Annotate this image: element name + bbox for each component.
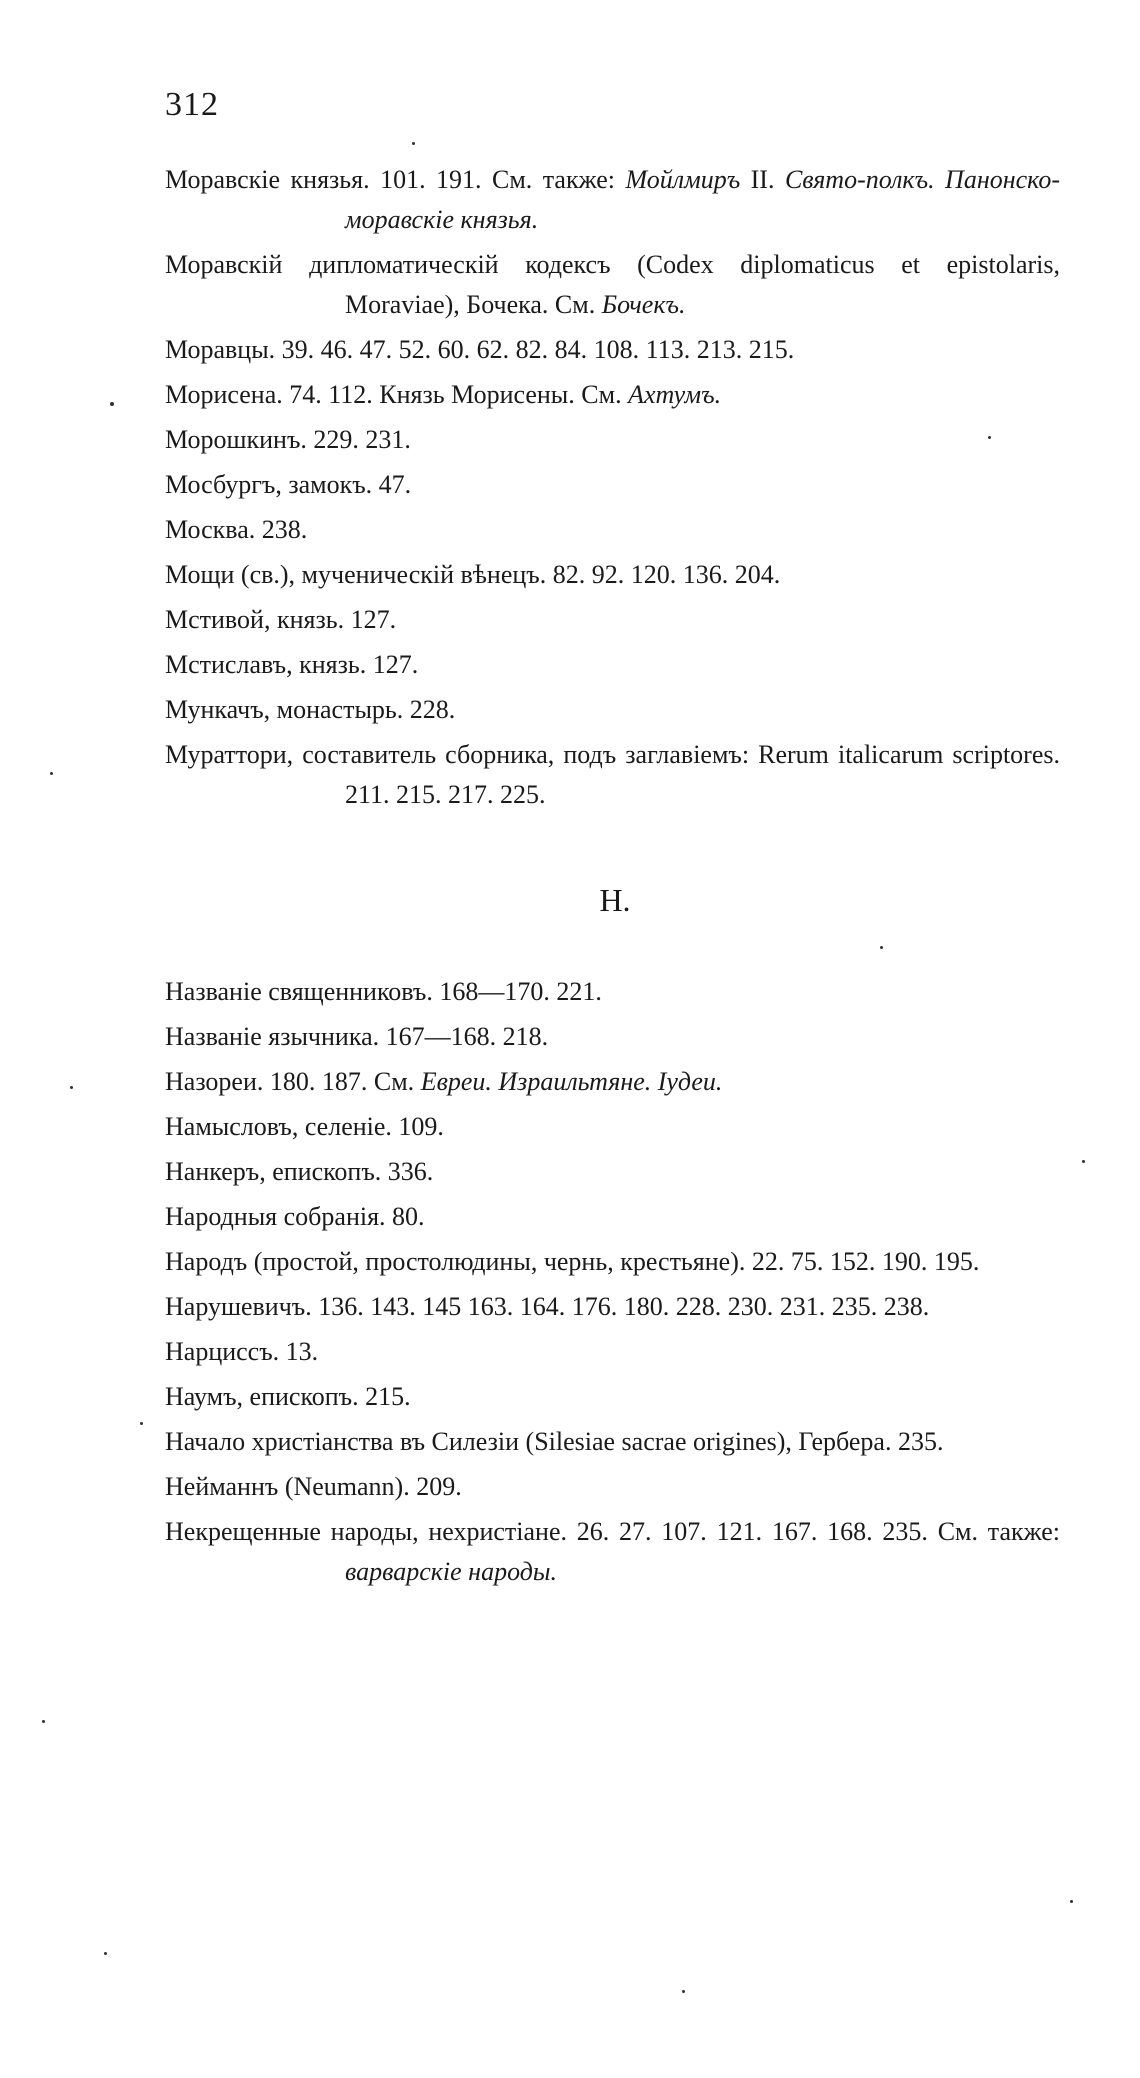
entry-text: Нарциссъ. 13. <box>165 1337 319 1366</box>
index-entry <box>165 510 1060 550</box>
entry-text: Названіе язычника. 167—168. 218. <box>165 1022 549 1051</box>
scan-speck <box>1082 1160 1085 1163</box>
entry-crossref: Бочекъ. <box>601 290 686 319</box>
index-entry <box>165 245 1060 325</box>
index-entry <box>165 1512 1060 1592</box>
entry-text: Мураттори, составитель сборника, подъ заглавіемъ: Rerum italicarum scriptores. 211. 215. 217. 225. <box>165 740 1060 809</box>
entry-text: Нарушевичъ. 136. 143. 145 163. 164. 176. 180. 228. 230. 231. 235. 238. <box>165 1292 930 1321</box>
index-entry <box>165 465 1060 505</box>
entry-text: Нанкеръ, епископъ. 336. <box>165 1157 434 1186</box>
index-entry <box>165 690 1060 730</box>
index-entry <box>165 600 1060 640</box>
scan-speck <box>70 1086 73 1089</box>
scan-speck <box>110 402 114 406</box>
index-entry <box>165 555 1060 595</box>
scan-speck <box>42 1720 45 1723</box>
entry-text: Моравцы. 39. 46. 47. 52. 60. 62. 82. 84. 108. 113. 213. 215. <box>165 335 795 364</box>
entry-crossref: Свято-полкъ. Панонско-моравскіе князья. <box>345 165 1060 234</box>
index-entry <box>165 330 1060 370</box>
entry-crossref: Ахтумъ. <box>628 380 722 409</box>
entry-text: Некрещенные народы, нехристіане. 26. 27. 107. 121. 167. 168. 235. См. также: <box>165 1517 1060 1546</box>
index-section-n <box>165 972 1060 1597</box>
scan-speck <box>412 142 415 145</box>
page-number: 312 <box>165 86 219 123</box>
section-letter-heading: Н. <box>599 882 631 918</box>
index-entry <box>165 972 1060 1012</box>
scan-speck <box>1070 1900 1073 1903</box>
scan-speck <box>104 1952 107 1955</box>
scan-speck <box>140 1422 143 1425</box>
index-entry <box>165 160 1060 240</box>
scan-speck <box>988 436 991 439</box>
entry-crossref: варварскіе народы. <box>345 1557 557 1586</box>
entry-text: Назореи. 180. 187. См. <box>165 1067 421 1096</box>
index-section-m <box>165 160 1060 820</box>
entry-text: Народъ (простой, простолюдины, чернь, крестьяне). 22. 75. 152. 190. 195. <box>165 1247 980 1276</box>
entry-crossref: Мойлмиръ <box>625 165 741 194</box>
entry-text: Мункачъ, монастырь. 228. <box>165 695 456 724</box>
index-entry <box>165 1152 1060 1192</box>
scan-speck <box>50 772 53 775</box>
index-entry <box>165 1017 1060 1057</box>
entry-text: Моравскіе князья. 101. 191. См. также: <box>165 165 626 194</box>
entry-text: Мстивой, князь. 127. <box>165 605 397 634</box>
scan-speck <box>682 1990 685 1993</box>
entry-text: Мстиславъ, князь. 127. <box>165 650 419 679</box>
index-entry <box>165 735 1060 815</box>
index-entry <box>165 1107 1060 1147</box>
entry-text: Народныя собранія. 80. <box>165 1202 425 1231</box>
entry-text: Мощи (св.), мученическій вѣнецъ. 82. 92. 120. 136. 204. <box>165 560 781 589</box>
entry-text: Мосбургъ, замокъ. 47. <box>165 470 412 499</box>
index-entry <box>165 1422 1060 1462</box>
entry-text: Наумъ, епископъ. 215. <box>165 1382 411 1411</box>
entry-text: Нейманнъ (Neumann). 209. <box>165 1472 462 1501</box>
index-entry <box>165 375 1060 415</box>
entry-crossref: Евреи. Израильтяне. Іудеи. <box>420 1067 723 1096</box>
entry-text: Морошкинъ. 229. 231. <box>165 425 411 454</box>
index-entry <box>165 1377 1060 1417</box>
index-entry <box>165 420 1060 460</box>
entry-text: Намысловъ, селеніе. 109. <box>165 1112 444 1141</box>
entry-text: Названіе священниковъ. 168—170. 221. <box>165 977 602 1006</box>
entry-text: Москва. 238. <box>165 515 308 544</box>
index-entry <box>165 1062 1060 1102</box>
entry-text: Начало христіанства въ Силезіи (Silesiae sacrae origines), Гербера. 235. <box>165 1427 944 1456</box>
index-entry <box>165 1197 1060 1237</box>
scan-speck <box>880 946 883 949</box>
entry-text: Морисена. 74. 112. Князь Морисены. См. <box>165 380 629 409</box>
index-entry <box>165 645 1060 685</box>
entry-text: Моравскій дипломатическій кодексъ (Codex diplomaticus et epistolaris, Moraviae), Бочека. См. <box>165 250 1060 319</box>
index-entry <box>165 1287 1060 1327</box>
index-entry <box>165 1332 1060 1372</box>
entry-text: II. <box>740 165 785 194</box>
index-entry <box>165 1467 1060 1507</box>
index-entry <box>165 1242 1060 1282</box>
